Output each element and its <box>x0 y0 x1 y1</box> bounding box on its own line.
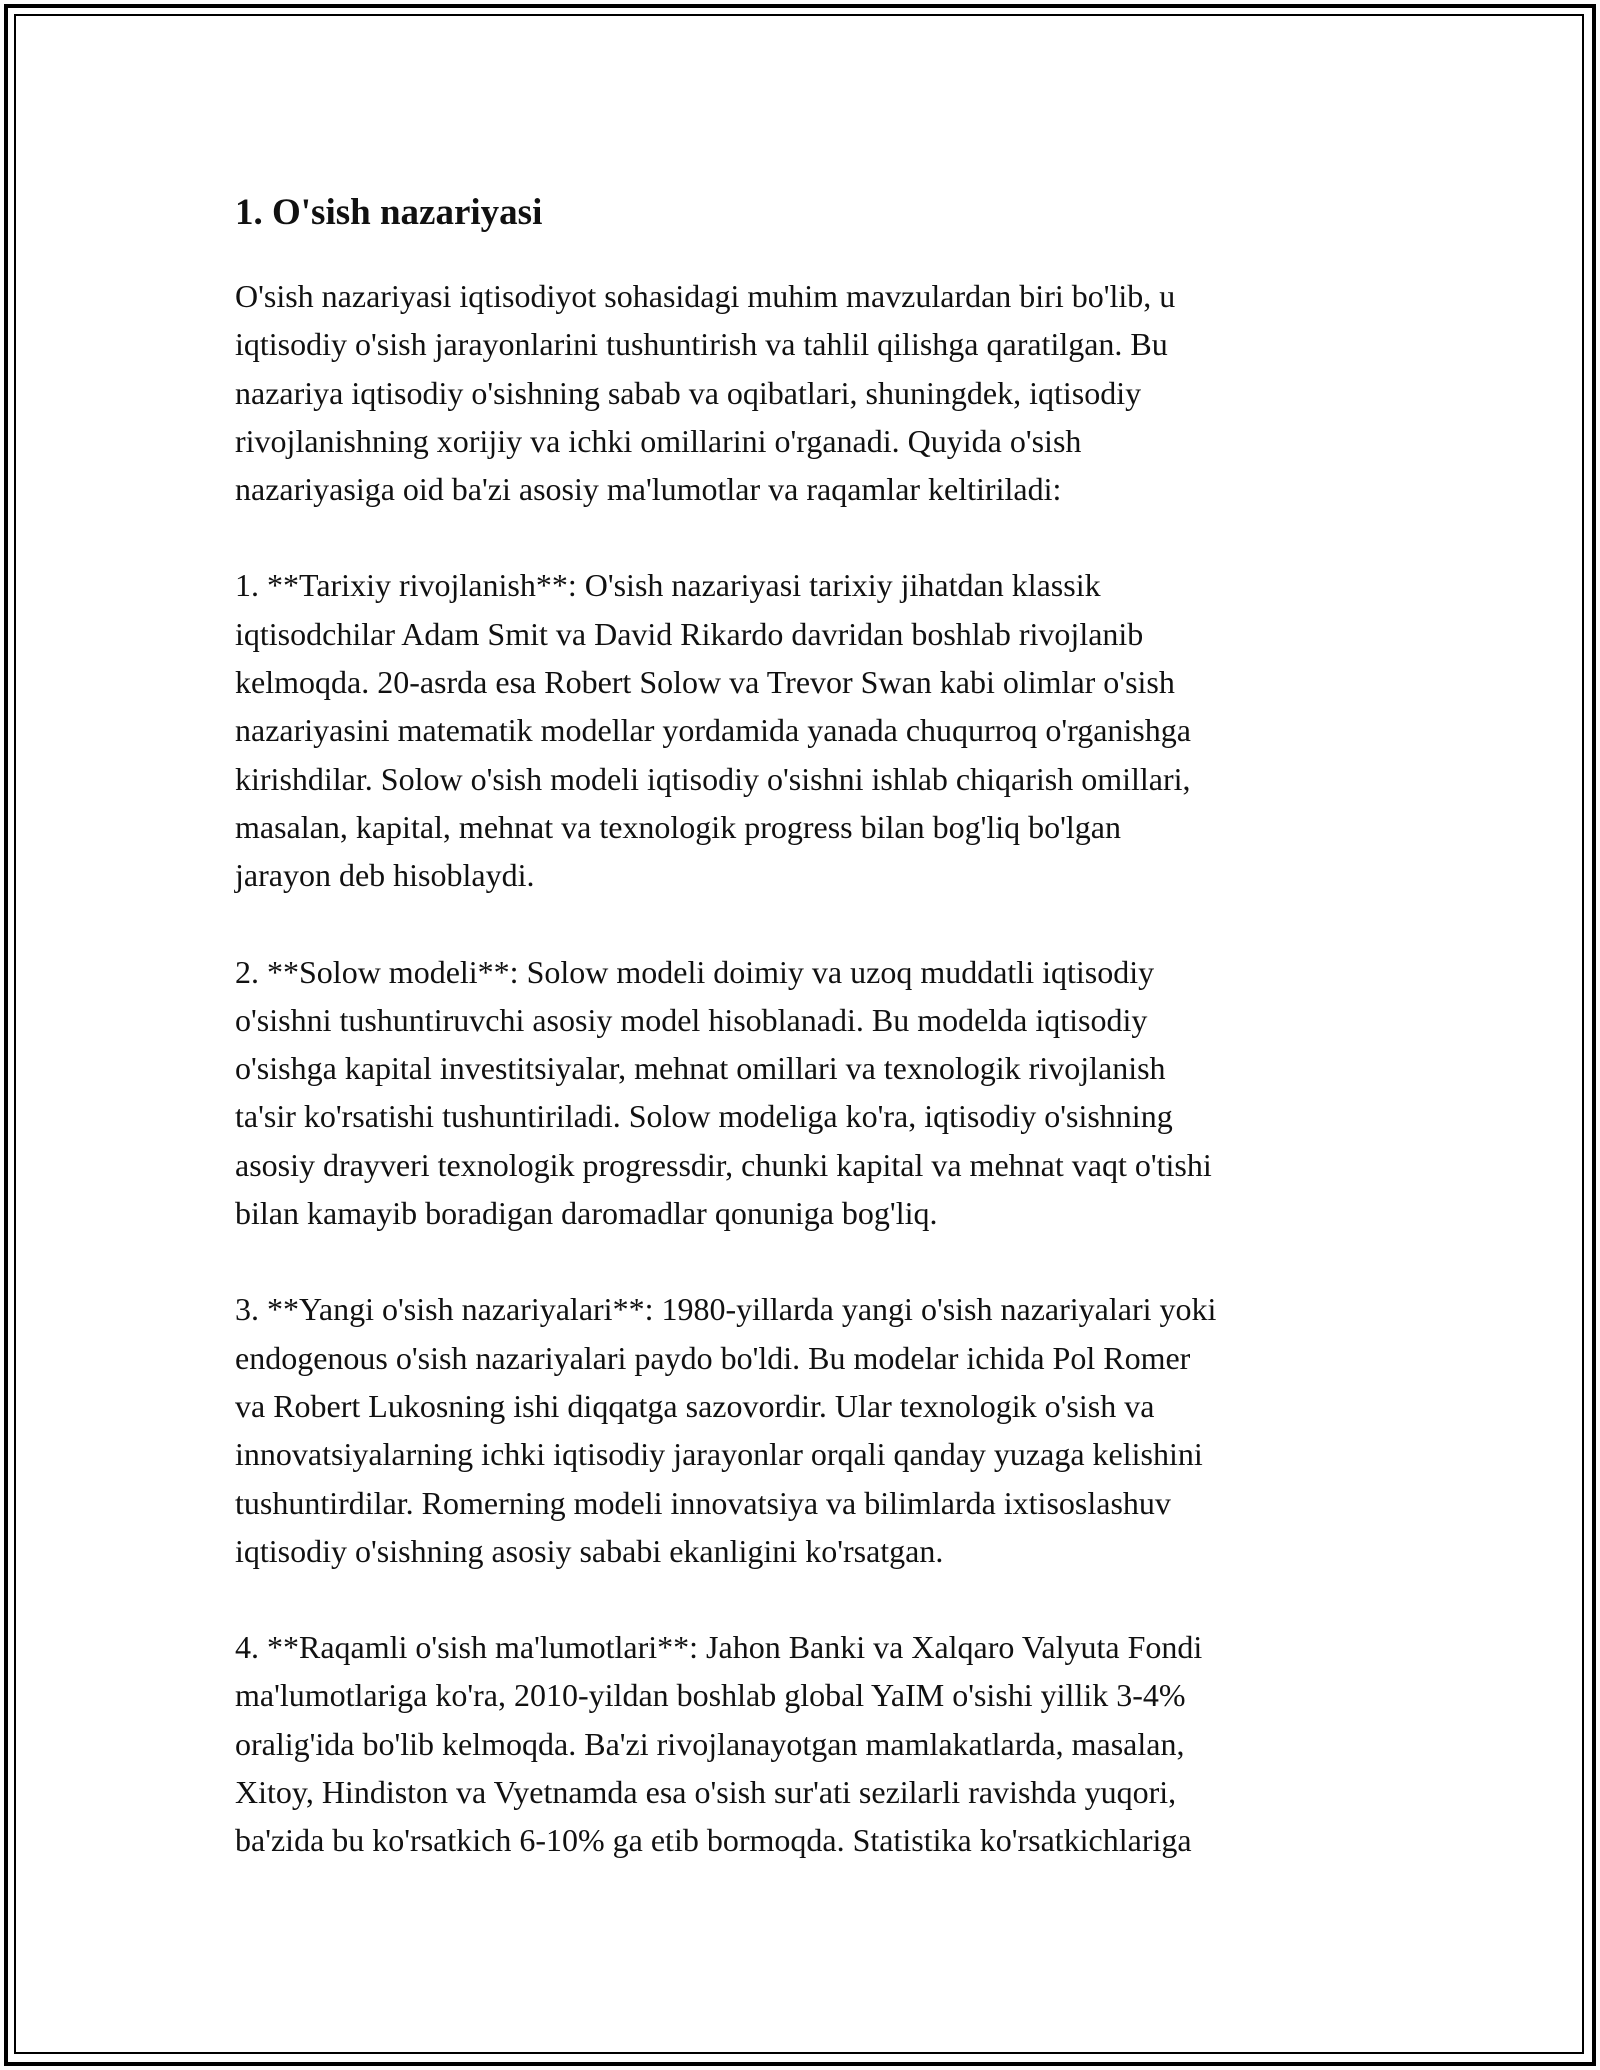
paragraph-historical-development: 1. **Tarixiy rivojlanish**: O'sish nazariyasi tarixiy jihatdan klassik iqtisodchilar Adam Smit va David Rikardo davridan boshlab rivojlanib kelmoqda. 20-asrda esa Robert Solow va Trevor Swan kabi olimlar o'sish nazariyasini matematik modellar yordamida yanada chuqurroq o'rganishga kirishdilar. Solow o'sish modeli iqtisodiy o'sishni ishlab chiqarish omillari, masalan, kapital, mehnat va texnologik progress bilan bog'liq bo'lgan jarayon deb hisoblaydi. <box>235 567 1191 894</box>
intro-paragraph: O'sish nazariyasi iqtisodiyot sohasidagi muhim mavzulardan biri bo'lib, u iqtisodiy o'sish jarayonlarini tushuntirish va tahlil qilishga qaratilgan. Bu nazariya iqtisodiy o'sishning sabab va oqibatlari, shuningdek, iqtisodiy rivojlanishning xorijiy va ichki omillarini o'rganadi. Quyida o'sish nazariyasiga oid ba'zi asosiy ma'lumotlar va raqamlar keltiriladi: <box>235 278 1176 508</box>
paragraph-numeric-growth-data: 4. **Raqamli o'sish ma'lumotlari**: Jahon Banki va Xalqaro Valyuta Fondi ma'lumotlariga ko'ra, 2010-yildan boshlab global YaIM o'sishi yillik 3-4% oralig'ida bo'lib kelmoqda. Ba'zi rivojlanayotgan mamlakatlarda, masalan, Xitoy, Hindiston va Vyetnamda esa o'sish sur'ati sezilarli ravishda yuqori, ba'zida bu ko'rsatkich 6-10% ga etib bormoqda. Statistika ko'rsatkichlariga <box>235 1629 1203 1859</box>
document-body <box>235 180 1375 1913</box>
paragraph-solow-model: 2. **Solow modeli**: Solow modeli doimiy va uzoq muddatli iqtisodiy o'sishni tushuntiruvchi asosiy model hisoblanadi. Bu modelda iqtisodiy o'sishga kapital investitsiyalar, mehnat omillari va texnologik rivojlanish ta'sir ko'rsatishi tushuntiriladi. Solow modeliga ko'ra, iqtisodiy o'sishning asosiy drayveri texnologik progressdir, chunki kapital va mehnat vaqt o'tishi bilan kamayib boradigan daromadlar qonuniga bog'liq. <box>235 953 1212 1232</box>
paragraph-new-growth-theories: 3. **Yangi o'sish nazariyalari**: 1980-yillarda yangi o'sish nazariyalari yoki endogenous o'sish nazariyalari paydo bo'ldi. Bu modelar ichida Pol Romer va Robert Lukosning ishi diqqatga sazovordir. Ular texnologik o'sish va innovatsiyalarning ichki iqtisodiy jarayonlar orqali qanday yuzaga kelishini tushuntirdilar. Romerning modeli innovatsiya va bilimlarda ixtisoslashuv iqtisodiy o'sishning asosiy sababi ekanligini ko'rsatgan. <box>235 1291 1217 1569</box>
section-heading: 1. O'sish nazariyasi <box>235 192 543 233</box>
